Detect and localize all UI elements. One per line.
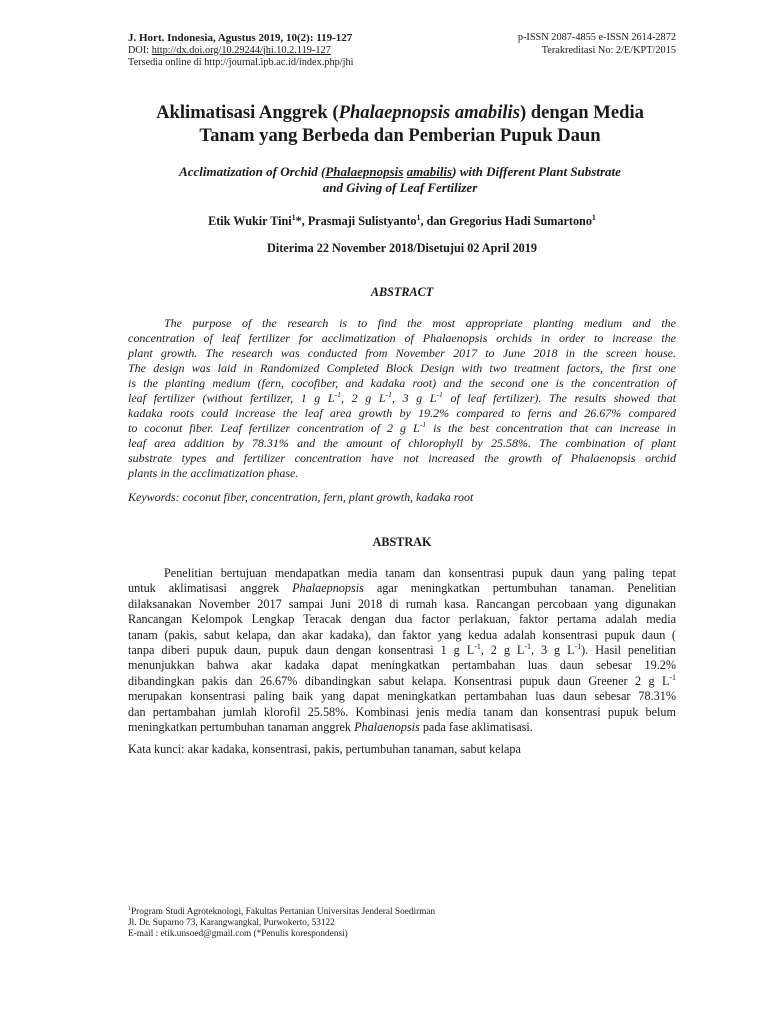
affiliation-mark: 1	[416, 212, 421, 222]
subtitle-species: amabilis	[406, 164, 453, 179]
title-species: Phalaepnopsis amabilis	[338, 102, 520, 123]
subtitle-part: ) with Different Plant Substrate	[452, 164, 621, 179]
online-availability: Tersedia online di http://journal.ipb.ac.id/index.php/jhi	[128, 57, 354, 68]
received-accepted-dates: Diterima 22 November 2018/Disetujui 02 April 2019	[267, 241, 537, 255]
superscript: -1	[385, 390, 392, 399]
abstrak-line: dilaksanakan November 2017 sampai Juni 2018 di rumah kasa. Rancangan percobaan yang digunakan	[128, 596, 676, 611]
abstrak-line: Penelitian bertujuan mendapatkan media tanam dan konsentrasi pupuk daun yang paling tepat	[164, 566, 676, 580]
abstract-line	[128, 391, 676, 406]
superscript: -1	[524, 641, 531, 651]
text-run: meningkatkan pertumbuhan tanaman anggrek	[128, 720, 355, 735]
abstract-heading: ABSTRACT	[370, 285, 434, 299]
abstrak-line: Rancangan Kelompok Lengkap Teracak dengan dua factor perlakuan, faktor pertama adalah media	[128, 612, 676, 627]
running-header	[128, 32, 676, 70]
abstrak-line: merupakan konsentrasi paling baik yang dapat meningkatkan pertambahan luas daun sebesar 78.31%	[128, 689, 676, 704]
abstract-line: kadaka roots could increase the leaf area growth by 19.2% compared to ferns and 26.67% compared	[128, 406, 676, 420]
abstrak-line: dan pertambahan jumlah klorofil 25.58%. Kombinasi jenis media tanam dan konsentrasi pupuk belum	[128, 704, 676, 719]
text-run-italic: Phalaenopsis	[354, 720, 420, 735]
abstrak-heading: ABSTRAK	[372, 535, 432, 549]
footnote-mark: 1	[128, 905, 132, 912]
subtitle-part: Acclimatization of Orchid (	[179, 164, 326, 179]
affiliation-mark: 1	[591, 212, 596, 222]
footnote-line: Jl. Dr. Suparno 73, Karangwangkal, Purwokerto, 53122	[128, 918, 335, 929]
abstract-line: substrate types and fertilizer concentration have not increased the growth of Phalaenopsis orchid	[128, 451, 676, 465]
paper-title	[110, 101, 690, 147]
superscript: -1	[474, 641, 481, 651]
superscript: -1	[419, 420, 427, 429]
superscript: -1	[669, 672, 676, 682]
footnote-email: E-mail : etik.unsoed@gmail.com (*Penulis korespondensi)	[128, 929, 348, 940]
abstract-line: The design was laid in Randomized Completed Block Design with two treatment factors, the first one	[128, 361, 676, 375]
text-run: tanpa diberi pupuk daun, pupuk daun dengan konsentrasi 1 g L	[128, 643, 475, 658]
abstrak-line	[128, 674, 676, 689]
text-run: agar meningkatkan pertumbuhan tanaman. Penelitian	[363, 581, 677, 596]
doi-label: DOI:	[128, 44, 152, 56]
text-run: leaf fertilizer (without fertilizer, 1 g L	[128, 391, 335, 405]
abstrak-line: menunjukkan bahwa akar kadaka dapat meningkatkan pertambahan luas daun sebesar 19.2%	[128, 658, 676, 673]
affiliation-mark: 1	[291, 212, 296, 222]
abstract-line: The purpose of the research is to find the most appropriate planting medium and the	[164, 316, 676, 330]
abstract-line: is the planting medium (fern, cocofiber, and kadaka root) and the second one is the concentration of	[128, 376, 676, 390]
abstract-line: leaf area addition by 78.31% and the amount of chlorophyll by 25.58%. The combination of plant	[128, 436, 676, 450]
text-run: untuk aklimatisasi anggrek	[128, 581, 293, 596]
title-part: Aklimatisasi Anggrek (	[156, 102, 339, 123]
english-title	[120, 164, 680, 196]
superscript: -1	[574, 641, 582, 651]
text-run: , 2 g L	[480, 643, 525, 658]
abstrak-body	[128, 566, 676, 735]
text-run-italic: Phalaepnopsis	[292, 581, 364, 596]
text-run: , 2 g L	[341, 391, 386, 405]
subtitle-line-2: and Giving of Leaf Fertilizer	[322, 180, 478, 195]
title-part: ) dengan Media	[519, 102, 644, 123]
text-run: to coconut fiber. Leaf fertilizer concentration of 2 g L	[128, 421, 420, 435]
doi	[128, 45, 331, 58]
doi-link[interactable]: http://dx.doi.org/10.29244/jhi.10.2.119-127	[151, 44, 331, 56]
subtitle-genus: Phalaepnopsis	[325, 164, 404, 179]
abstrak-line	[128, 643, 676, 658]
abstrak-line: tanam (pakis, sabut kelapa, dan akar kadaka), dan faktor yang kedua adalah konsentrasi pupuk daun (	[128, 627, 676, 642]
abstract-line: plants in the acclimatization phase.	[128, 466, 299, 480]
keywords-english: Keywords: coconut fiber, concentration, fern, plant growth, kadaka root	[128, 490, 474, 504]
text-run: is the best concentration that can increase in	[426, 421, 676, 435]
accreditation: Terakreditasi No: 2/E/KPT/2015	[541, 44, 676, 56]
affiliation-footnote	[128, 907, 676, 941]
text-run: dibandingkan pakis dan 26.67% dibandingkan sabut kelapa. Konsentrasi pupuk daun Greener 2 g L	[128, 673, 670, 688]
author-name: *, Prasmaji Sulistyanto	[295, 214, 417, 228]
superscript: -1	[436, 390, 443, 399]
author-name: , dan Gregorius Hadi Sumartono	[420, 214, 592, 228]
journal-citation: J. Hort. Indonesia, Agustus 2019, 10(2): 119-127	[128, 32, 353, 44]
superscript: -1	[334, 390, 342, 399]
author-name: Etik Wukir Tini	[208, 214, 292, 228]
author-list	[128, 214, 676, 229]
text-run: , 3 g L	[392, 391, 437, 405]
text-run: of leaf fertilizer). The results showed that	[442, 391, 676, 405]
text-run: , 3 g L	[530, 643, 575, 658]
abstract-line	[128, 421, 676, 436]
abstract-body	[128, 316, 676, 481]
keywords-indonesian: Kata kunci: akar kadaka, konsentrasi, pakis, pertumbuhan tanaman, sabut kelapa	[128, 742, 521, 756]
text-run: pada fase aklimatisasi.	[419, 720, 533, 735]
issn: p-ISSN 2087-4855 e-ISSN 2614-2872	[517, 32, 676, 43]
abstrak-line	[128, 720, 676, 735]
footnote-line: Program Studi Agroteknologi, Fakultas Pertanian Universitas Jenderal Soedirman	[131, 907, 436, 917]
abstract-line: plant growth. The research was conducted from November 2017 to June 2018 in the screen house.	[128, 346, 676, 360]
title-line-2: Tanam yang Berbeda dan Pemberian Pupuk Daun	[199, 125, 601, 146]
abstrak-line	[128, 581, 676, 596]
text-run: ). Hasil penelitian	[581, 643, 676, 658]
abstract-line: concentration of leaf fertilizer for acclimatization of Phalaenopsis orchids in order to increase the	[128, 331, 676, 345]
